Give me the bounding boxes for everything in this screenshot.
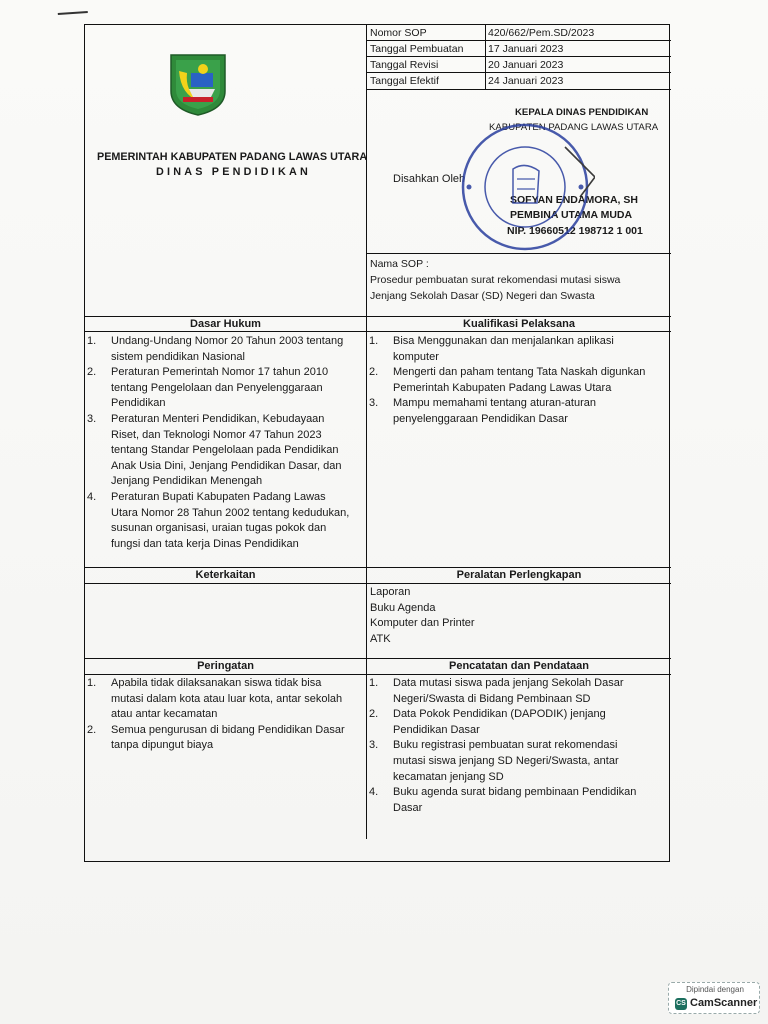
dasar-hukum-item-line: Pendidikan <box>111 397 166 410</box>
dasar-hukum-item-line: Riset, dan Teknologi Nomor 47 Tahun 2023 <box>111 428 322 441</box>
pencatatan-item-line: Buku agenda surat bidang pembinaan Pendidikan <box>393 786 637 799</box>
meta-value-revisi: 20 Januari 2023 <box>488 59 564 71</box>
peralatan-item: Komputer dan Printer <box>370 617 475 630</box>
peringatan-item-number: 1. <box>87 677 97 689</box>
approver-position-line1: KEPALA DINAS PENDIDIKAN <box>515 107 649 118</box>
kualifikasi-list <box>369 334 669 428</box>
approver-rank: PEMBINA UTAMA MUDA <box>510 209 633 221</box>
pencatatan-item-number: 1. <box>369 677 379 689</box>
kualifikasi-item-number: 1. <box>369 335 379 347</box>
dasar-hukum-item-line: susunan organisasi, uraian tugas pokok dan <box>111 522 327 535</box>
kualifikasi-item-line: Mampu memahami tentang aturan-aturan <box>393 397 596 410</box>
dasar-hukum-item <box>87 334 363 365</box>
kualifikasi-item <box>369 334 669 365</box>
approver-position-line2: KABUPATEN PADANG LAWAS UTARA <box>489 122 659 133</box>
pencatatan-item <box>369 785 669 816</box>
pencatatan-item-number: 2. <box>369 708 379 721</box>
peralatan-item: Laporan <box>370 586 411 598</box>
peringatan-item-number: 2. <box>87 723 97 736</box>
dasar-hukum-item-line: fungsi dan tata kerja Dinas Pendidikan <box>111 537 299 550</box>
pencatatan-item-line: mutasi siswa jenjang SD Negeri/Swasta, antar <box>393 754 619 767</box>
approver-nip: NIP. 19660512 198712 1 001 <box>507 225 643 237</box>
camscanner-watermark <box>668 982 760 1014</box>
kualifikasi-item <box>369 365 669 396</box>
pencatatan-item-line: Dasar <box>393 801 423 814</box>
sop-document <box>84 24 670 862</box>
peringatan-item-line: Apabila tidak dilaksanakan siswa tidak bisa <box>111 677 322 689</box>
dasar-hukum-item <box>87 412 363 490</box>
dasar-hukum-item-line: Utara Nomor 28 Tahun 2002 tentang kedudukan, <box>111 506 350 519</box>
peringatan-item <box>87 723 363 754</box>
pencatatan-item-number: 4. <box>369 786 379 799</box>
dasar-hukum-item-number: 4. <box>87 490 97 503</box>
peralatan-item: ATK <box>370 632 391 645</box>
dasar-hukum-item-line: Jenjang Pendidikan Menengah <box>111 475 263 488</box>
pencatatan-item-number: 3. <box>369 739 379 752</box>
dasar-hukum-item-line: tentang Standar Pengelolaan pada Pendidikan <box>111 444 339 457</box>
peralatan-item: Buku Agenda <box>370 601 436 614</box>
kualifikasi-item-line: Bisa Menggunakan dan menjalankan aplikasi <box>393 335 614 347</box>
kualifikasi-item-line: Mengerti dan paham tentang Tata Naskah digunkan <box>393 366 646 379</box>
dasar-hukum-item-line: Peraturan Menteri Pendidikan, Kebudayaan <box>111 412 325 425</box>
official-stamp-icon <box>455 117 595 257</box>
pencatatan-item-line: Data Pokok Pendidikan (DAPODIK) jenjang <box>393 708 606 721</box>
kualifikasi-item-line: Pemerintah Kabupaten Padang Lawas Utara <box>393 381 612 394</box>
scanner-brand: CamScanner <box>690 997 758 1009</box>
pencatatan-item-line: Buku registrasi pembuatan surat rekomendasi <box>393 739 618 752</box>
dasar-hukum-item-line: Anak Usia Dini, Jenjang Pendidikan Dasar, dan <box>111 459 342 472</box>
peringatan-list <box>87 676 363 754</box>
meta-value-efektif: 24 Januari 2023 <box>488 75 564 87</box>
kualifikasi-item-number: 2. <box>369 366 379 379</box>
org-name-line1: PEMERINTAH KABUPATEN PADANG LAWAS UTARA <box>97 151 368 163</box>
pencatatan-item-line: kecamatan jenjang SD <box>393 770 504 783</box>
scanner-caption: Dipindai dengan <box>686 985 744 994</box>
peralatan-header: Peralatan Perlengkapan <box>456 569 582 581</box>
keterkaitan-header: Keterkaitan <box>195 569 256 581</box>
dasar-hukum-item-line: Undang-Undang Nomor 20 Tahun 2003 tentang <box>111 335 344 347</box>
peringatan-item-line: mutasi dalam kota atau luar kota, antar sekolah <box>111 692 343 705</box>
meta-value-pembuatan: 17 Januari 2023 <box>488 43 564 55</box>
org-name-line2: DINAS PENDIDIKAN <box>156 166 311 178</box>
dasar-hukum-item-number: 2. <box>87 366 97 379</box>
regency-crest-icon <box>165 51 231 117</box>
pencatatan-header: Pencatatan dan Pendataan <box>449 660 589 672</box>
dasar-hukum-item-line: Peraturan Pemerintah Nomor 17 tahun 2010 <box>111 366 329 379</box>
camscanner-icon: CS <box>675 998 687 1010</box>
kualifikasi-item-line: penyelenggaraan Pendidikan Dasar <box>393 412 568 425</box>
pencatatan-item <box>369 676 669 707</box>
dasar-hukum-item-line: sistem pendidikan Nasional <box>111 350 245 363</box>
peringatan-item <box>87 676 363 723</box>
pencatatan-list <box>369 676 669 816</box>
dasar-hukum-item <box>87 365 363 412</box>
approver-name: SOFYAN ENDAMORA, SH <box>510 194 638 206</box>
approval-label: Disahkan Oleh <box>393 173 466 185</box>
dasar-hukum-item-number: 3. <box>87 412 97 425</box>
dasar-hukum-list <box>87 334 363 552</box>
kualifikasi-item-line: komputer <box>393 350 439 363</box>
peringatan-item-line: Semua pengurusan di bidang Pendidikan Dasar <box>111 723 345 736</box>
dasar-hukum-item <box>87 490 363 552</box>
sop-name-label: Nama SOP : <box>370 258 429 270</box>
pencatatan-item <box>369 707 669 738</box>
peringatan-item-line: atau antar kecamatan <box>111 708 218 721</box>
meta-value-nomor: 420/662/Pem.SD/2023 <box>488 27 595 39</box>
dasar-hukum-item-line: tentang Pengelolaan dan Penyelenggaraan <box>111 381 323 394</box>
peringatan-header: Peringatan <box>197 660 254 672</box>
pencatatan-item-line: Data mutasi siswa pada jenjang Sekolah Dasar <box>393 677 624 689</box>
meta-label-revisi: Tanggal Revisi <box>370 59 439 71</box>
dasar-hukum-item-line: Peraturan Bupati Kabupaten Padang Lawas <box>111 490 326 503</box>
dasar-hukum-item-number: 1. <box>87 335 97 347</box>
pencatatan-item-line: Negeri/Swasta di Bidang Pembinaan SD <box>393 692 591 705</box>
peralatan-list <box>370 585 668 647</box>
sop-name-line1: Prosedur pembuatan surat rekomendasi mutasi siswa <box>370 274 621 286</box>
meta-label-efektif: Tanggal Efektif <box>370 75 439 87</box>
kualifikasi-item <box>369 396 669 427</box>
kualifikasi-header: Kualifikasi Pelaksana <box>463 318 575 330</box>
pencatatan-item <box>369 738 669 785</box>
peringatan-item-line: tanpa dipungut biaya <box>111 739 214 752</box>
dasar-hukum-header: Dasar Hukum <box>190 318 261 330</box>
kualifikasi-item-number: 3. <box>369 397 379 410</box>
meta-label-nomor: Nomor SOP <box>370 27 427 39</box>
pencatatan-item-line: Pendidikan Dasar <box>393 723 480 736</box>
pen-mark <box>58 11 88 21</box>
meta-label-pembuatan: Tanggal Pembuatan <box>370 43 464 55</box>
sop-name-line2: Jenjang Sekolah Dasar (SD) Negeri dan Swasta <box>370 290 595 302</box>
